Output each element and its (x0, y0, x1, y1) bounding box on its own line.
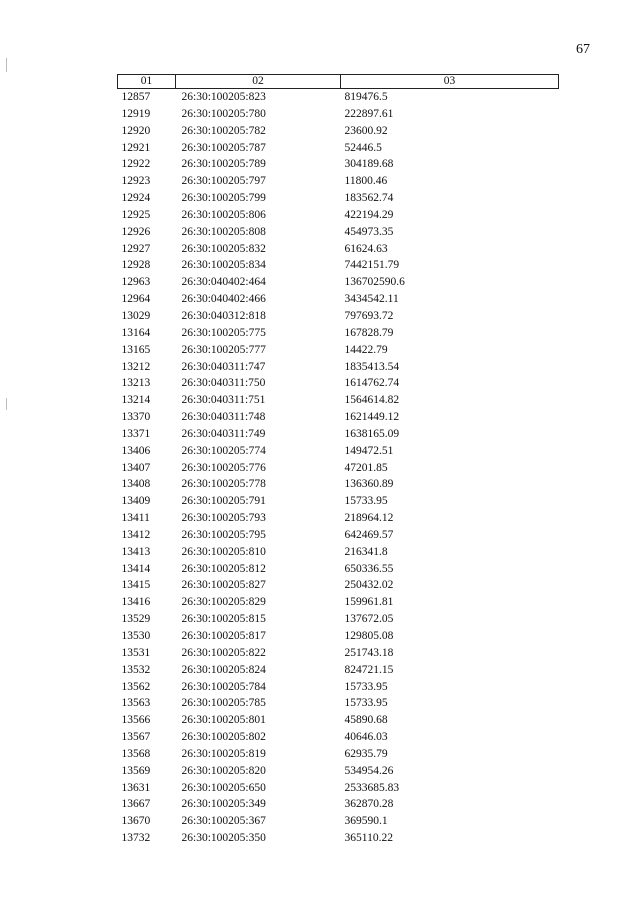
cell-value: 1835413.54 (344, 360, 400, 373)
cell-id: 13409 (121, 495, 151, 508)
cell-cadastral-number: 26:30:100205:808 (181, 225, 266, 238)
cell-id: 12925 (121, 208, 151, 221)
cell-id: 12920 (121, 124, 151, 137)
cell-cadastral-number: 26:30:100205:774 (181, 444, 266, 457)
cell-id: 13370 (121, 411, 151, 424)
cell-value: 14422.79 (344, 343, 388, 356)
cell-id: 12857 (121, 91, 151, 103)
page-number: 67 (576, 42, 590, 57)
cell-cadastral-number: 26:30:100205:823 (181, 91, 266, 103)
cell-id: 13413 (121, 545, 151, 558)
table-row (118, 746, 559, 763)
table-row (118, 325, 559, 342)
cell-id: 13414 (121, 562, 151, 575)
table-row (118, 594, 559, 611)
cell-value: 216341.8 (344, 545, 388, 558)
table-row (118, 241, 559, 258)
cell-value: 454973.35 (344, 225, 394, 238)
cell-value: 1621449.12 (344, 411, 400, 424)
table-row (118, 527, 559, 544)
cell-value: 40646.03 (344, 731, 388, 744)
cell-cadastral-number: 26:30:100205:777 (181, 343, 266, 356)
table-row (118, 611, 559, 628)
cell-cadastral-number: 26:30:100205:791 (181, 495, 266, 508)
cell-cadastral-number: 26:30:100205:812 (181, 562, 266, 575)
cell-cadastral-number: 26:30:100205:820 (181, 764, 266, 777)
cell-id: 13562 (121, 680, 151, 693)
cell-value: 797693.72 (344, 309, 394, 322)
scan-mark (6, 398, 7, 410)
table-row (118, 510, 559, 527)
cell-cadastral-number: 26:30:100205:350 (181, 832, 266, 845)
cell-cadastral-number: 26:30:100205:815 (181, 613, 266, 626)
cell-value: 62935.79 (344, 747, 388, 760)
cell-value: 650336.55 (344, 562, 394, 575)
cell-id: 13412 (121, 528, 151, 541)
cell-cadastral-number: 26:30:040312:818 (181, 309, 266, 322)
table-row (118, 544, 559, 561)
cell-value: 422194.29 (344, 208, 394, 221)
cell-id: 13406 (121, 444, 151, 457)
cell-id: 13408 (121, 478, 151, 491)
table-row (118, 813, 559, 830)
cell-id: 12963 (121, 276, 151, 289)
table-row (118, 190, 559, 207)
cell-id: 12923 (121, 175, 151, 188)
cell-cadastral-number: 26:30:100205:782 (181, 124, 266, 137)
cell-cadastral-number: 26:30:100205:827 (181, 579, 266, 592)
table-row (118, 561, 559, 578)
cell-cadastral-number: 26:30:100205:799 (181, 192, 266, 205)
cell-cadastral-number: 26:30:100205:819 (181, 747, 266, 760)
scan-mark (6, 58, 7, 72)
cell-id: 13416 (121, 596, 151, 609)
cell-id: 13568 (121, 747, 151, 760)
cell-cadastral-number: 26:30:100205:797 (181, 175, 266, 188)
cell-cadastral-number: 26:30:040311:751 (181, 394, 266, 407)
column-header-01: 01 (118, 75, 176, 89)
table-row (118, 106, 559, 123)
cell-id: 12922 (121, 158, 151, 171)
table-row (118, 156, 559, 173)
cell-id: 13415 (121, 579, 151, 592)
table-row (118, 712, 559, 729)
cell-id: 13411 (121, 512, 150, 525)
cell-id: 13566 (121, 714, 151, 727)
cell-cadastral-number: 26:30:040402:464 (181, 276, 266, 289)
cell-value: 218964.12 (344, 512, 394, 525)
table-row (118, 460, 559, 477)
table-row (118, 476, 559, 493)
cell-value: 15733.95 (344, 697, 388, 710)
cell-id: 12919 (121, 107, 151, 120)
cell-cadastral-number: 26:30:100205:778 (181, 478, 266, 491)
cell-cadastral-number: 26:30:100205:789 (181, 158, 266, 171)
cell-value: 136360.89 (344, 478, 394, 491)
cell-cadastral-number: 26:30:100205:787 (181, 141, 266, 154)
cell-cadastral-number: 26:30:040311:749 (181, 427, 266, 440)
cell-cadastral-number: 26:30:040311:750 (181, 377, 266, 390)
cell-id: 13667 (121, 798, 151, 811)
cell-id: 13530 (121, 630, 151, 642)
table-row (118, 763, 559, 780)
table-header-row (118, 75, 559, 89)
table-row (118, 140, 559, 157)
cell-value: 15733.95 (344, 495, 388, 508)
cell-cadastral-number: 26:30:040311:747 (181, 360, 266, 373)
table-row (118, 780, 559, 797)
cell-cadastral-number: 26:30:100205:817 (181, 630, 266, 642)
cell-value: 365110.22 (344, 832, 393, 845)
cell-value: 3434542.11 (344, 293, 399, 306)
cell-value: 15733.95 (344, 680, 388, 693)
cell-value: 642469.57 (344, 528, 394, 541)
cell-value: 11800.46 (344, 175, 388, 188)
cell-id: 12964 (121, 293, 151, 306)
table-row (118, 89, 559, 106)
cell-value: 222897.61 (344, 107, 394, 120)
column-header-02: 02 (176, 75, 341, 89)
table-row (118, 577, 559, 594)
cell-value: 149472.51 (344, 444, 394, 457)
table-row (118, 392, 559, 409)
cell-cadastral-number: 26:30:100205:834 (181, 259, 266, 272)
cell-id: 13569 (121, 764, 151, 777)
cell-cadastral-number: 26:30:100205:793 (181, 512, 266, 525)
table-row (118, 628, 559, 645)
cell-id: 13213 (121, 377, 151, 390)
cell-value: 129805.08 (344, 630, 394, 642)
cell-id: 12927 (121, 242, 151, 255)
cell-cadastral-number: 26:30:040311:748 (181, 411, 266, 424)
table-row (118, 308, 559, 325)
cell-cadastral-number: 26:30:100205:349 (181, 798, 266, 811)
table-row (118, 426, 559, 443)
cell-value: 1638165.09 (344, 427, 400, 440)
cell-cadastral-number: 26:30:100205:367 (181, 815, 266, 828)
cell-cadastral-number: 26:30:040402:466 (181, 293, 266, 306)
cell-cadastral-number: 26:30:100205:795 (181, 528, 266, 541)
cell-id: 12921 (121, 141, 151, 154)
table-row (118, 729, 559, 746)
cell-value: 819476.5 (344, 91, 388, 103)
cell-id: 13165 (121, 343, 151, 356)
cell-value: 534954.26 (344, 764, 394, 777)
cell-value: 52446.5 (344, 141, 382, 154)
table-row (118, 274, 559, 291)
cell-id: 12926 (121, 225, 151, 238)
cell-value: 369590.1 (344, 815, 388, 828)
cell-id: 13214 (121, 394, 151, 407)
cell-value: 251743.18 (344, 646, 394, 659)
cell-cadastral-number: 26:30:100205:802 (181, 731, 266, 744)
cell-value: 136702590.6 (344, 276, 405, 289)
cell-id: 13529 (121, 613, 151, 626)
table-row (118, 443, 559, 460)
cell-cadastral-number: 26:30:100205:775 (181, 326, 266, 339)
table-row (118, 375, 559, 392)
cell-value: 45890.68 (344, 714, 388, 727)
table-row (118, 224, 559, 241)
cell-cadastral-number: 26:30:100205:784 (181, 680, 266, 693)
table-row (118, 796, 559, 813)
cell-cadastral-number: 26:30:100205:832 (181, 242, 266, 255)
cell-id: 13407 (121, 461, 151, 474)
cell-value: 61624.63 (344, 242, 388, 255)
cell-cadastral-number: 26:30:100205:785 (181, 697, 266, 710)
table-row (118, 291, 559, 308)
cell-value: 304189.68 (344, 158, 394, 171)
cell-value: 824721.15 (344, 663, 394, 676)
table-row (118, 662, 559, 679)
column-header-03: 03 (341, 75, 559, 89)
cell-cadastral-number: 26:30:100205:776 (181, 461, 266, 474)
cell-id: 13670 (121, 815, 151, 828)
cell-value: 159961.81 (344, 596, 394, 609)
cell-id: 12928 (121, 259, 151, 272)
table-row (118, 359, 559, 376)
table-row (118, 342, 559, 359)
cell-id: 13531 (121, 646, 151, 659)
cell-value: 7442151.79 (344, 259, 400, 272)
cell-value: 1564614.82 (344, 394, 400, 407)
table-row (118, 207, 559, 224)
cell-cadastral-number: 26:30:100205:822 (181, 646, 266, 659)
cell-cadastral-number: 26:30:100205:806 (181, 208, 266, 221)
cell-value: 2533685.83 (344, 781, 400, 794)
table-row (118, 409, 559, 426)
cell-cadastral-number: 26:30:100205:650 (181, 781, 266, 794)
cell-value: 23600.92 (344, 124, 388, 137)
cell-id: 13732 (121, 832, 151, 845)
table-row (118, 257, 559, 274)
table-row (118, 679, 559, 696)
cell-cadastral-number: 26:30:100205:829 (181, 596, 266, 609)
table-row (118, 493, 559, 510)
table-row (118, 830, 559, 847)
cell-id: 13212 (121, 360, 151, 373)
cell-value: 167828.79 (344, 326, 394, 339)
cell-id: 13567 (121, 731, 151, 744)
cell-cadastral-number: 26:30:100205:780 (181, 107, 266, 120)
cell-value: 362870.28 (344, 798, 394, 811)
cell-value: 1614762.74 (344, 377, 400, 390)
cell-value: 137672.05 (344, 613, 394, 626)
table-row (118, 123, 559, 140)
cell-value: 47201.85 (344, 461, 388, 474)
table-row (118, 173, 559, 190)
cell-id: 13164 (121, 326, 151, 339)
cell-id: 12924 (121, 192, 151, 205)
cell-value: 183562.74 (344, 192, 394, 205)
cell-cadastral-number: 26:30:100205:824 (181, 663, 266, 676)
cell-id: 13371 (121, 427, 151, 440)
cell-id: 13532 (121, 663, 151, 676)
data-table (117, 74, 559, 847)
cell-cadastral-number: 26:30:100205:810 (181, 545, 266, 558)
table-row (118, 645, 559, 662)
table-row (118, 695, 559, 712)
cell-id: 13029 (121, 309, 151, 322)
cell-id: 13631 (121, 781, 151, 794)
cell-cadastral-number: 26:30:100205:801 (181, 714, 266, 727)
table-body (118, 89, 559, 847)
cell-value: 250432.02 (344, 579, 394, 592)
cell-id: 13563 (121, 697, 151, 710)
